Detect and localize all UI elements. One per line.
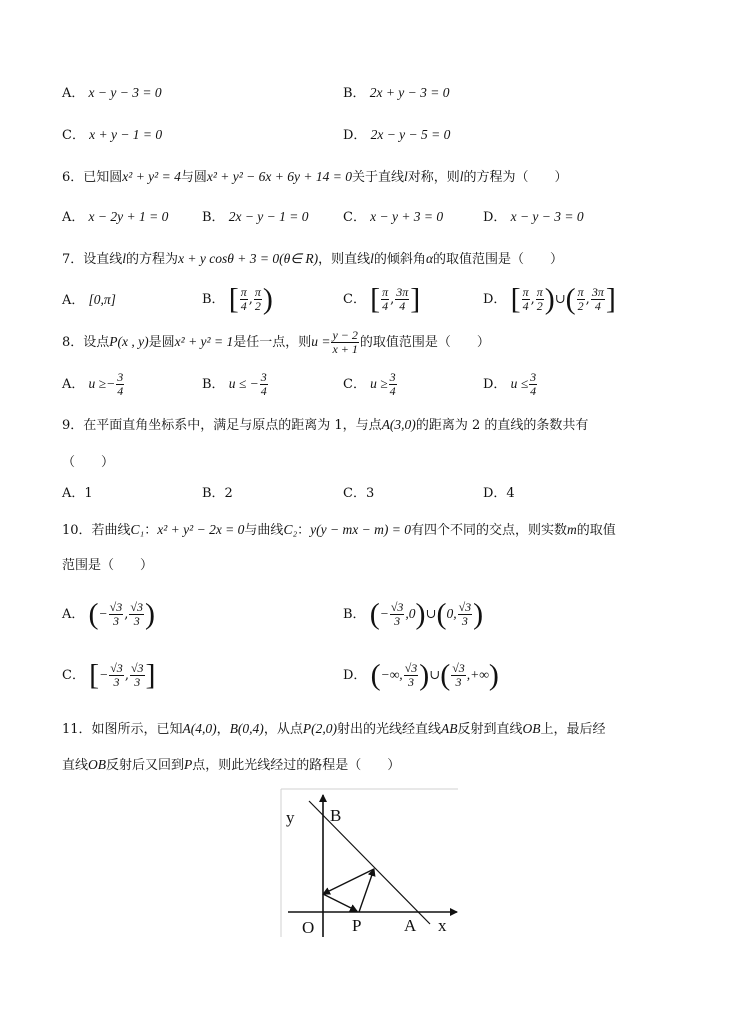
math-expression: ,+∞ [466,667,489,682]
q5-option-b [343,84,450,103]
numerator: 3 [389,370,396,384]
union-symbol: ∪ [425,607,437,622]
bracket: ( [436,597,447,631]
option-expression: 2x − y − 5 = 0 [370,127,451,142]
bracket: ) [544,282,555,316]
option-expression: [0,π] [88,292,116,307]
option-label: B． [202,292,225,307]
numerator: y − 2 [332,328,358,342]
math-expression: x² + y² = 1 [174,334,234,349]
q7-option-c [343,282,420,318]
math-expression: u ≥− [88,376,116,391]
stem-text: 反射到直线 [457,722,523,737]
denominator: 3 [461,614,468,628]
numerator: 3 [117,370,124,384]
math-variable: OB [88,757,107,772]
numerator: √3 [110,661,123,675]
numerator: π [240,285,247,299]
option-label: B． [202,377,225,392]
denominator: 3 [394,614,401,628]
fraction [522,286,530,313]
math-expression: P(2,0) [302,721,337,736]
stem-text: 9．在平面直角坐标系中，满足与原点的距离为 1，与点 [62,418,382,433]
q10-option-a [62,596,155,633]
q10-option-d [343,657,499,694]
numerator: 3 [260,370,267,384]
fraction [109,601,124,628]
option-label: A． [62,377,85,392]
math-expression: x² + y² − 2x = 0 [157,522,245,537]
bracket: ( [369,597,380,631]
math-variable: l [459,169,464,184]
bracket: [ [370,282,381,316]
bracket: ) [488,658,499,692]
denominator: 4 [389,384,396,398]
option-expression: x − y + 3 = 0 [370,209,444,224]
q10-stem [62,521,616,540]
option-label: C． [62,128,85,143]
q6-option-b [202,208,309,227]
denominator: 3 [455,675,462,689]
stem-text: 的方程为（ ） [463,170,568,185]
q7-option-d [483,282,616,318]
q7-option-a [62,291,116,310]
stem-text: 射出的光线经直线 [336,722,441,737]
numerator: 3 [530,370,537,384]
option-label: D． [343,668,367,683]
option-label: D． [483,292,507,307]
label-y: y [286,808,295,827]
bracket: ) [262,282,273,316]
math-expression: u = [311,334,331,349]
denominator: 4 [260,384,267,398]
fraction [536,286,544,313]
math-expression: u ≥ [370,376,388,391]
math-expression: u ≤ − [228,376,259,391]
option-expression: 2x − y − 1 = 0 [228,209,309,224]
denominator: 3 [134,675,141,689]
stem-text: 11．如图所示，已知 [62,722,183,737]
bracket: ) [473,597,484,631]
comma: , [530,292,535,307]
numerator: π [254,285,261,299]
label-x: x [438,916,447,935]
stem-text: 直线 [62,758,89,773]
stem-text: 的取值 [576,523,616,538]
stem-text: 6．已知圆 [62,170,123,185]
math-variable: C₂ [283,522,298,537]
bracket: ( [88,597,99,631]
denominator: 4 [382,299,389,313]
q7-option-b [202,282,273,318]
fraction [390,601,405,628]
option-label: C． [343,210,366,225]
comma: , [124,668,129,683]
option-expression: x + y − 1 = 0 [89,127,163,142]
denominator: 3 [133,614,140,628]
comma: , [390,292,395,307]
q10-option-c [62,657,156,694]
denominator: 4 [117,384,124,398]
comma: , [248,292,253,307]
bracket: ) [419,658,430,692]
math-expression: B(0,4) [229,721,264,736]
math-expression: y(y − mx − m) = 0 [310,522,411,537]
stem-text: 的倾斜角 [373,252,426,267]
q8-option-a [62,366,125,403]
denominator: x + 1 [332,342,358,356]
numerator: 3π [396,285,409,299]
denominator: 2 [536,299,543,313]
math-expression: A(4,0) [182,721,217,736]
stem-text: 10．若曲线 [62,523,131,538]
bracket: [ [510,282,521,316]
math-expression: P(x , y) [109,334,149,349]
option-expression: 2x + y − 3 = 0 [369,85,450,100]
denominator: 4 [399,299,406,313]
stem-text: 对称，则 [407,170,460,185]
label-b: B [330,806,342,825]
stem-text: 的取值范围是（ ） [359,335,490,350]
math-expression: −∞, [380,667,403,682]
minus-sign: − [98,606,108,621]
math-variable: OB [522,721,541,736]
math-expression: A(3,0) [381,417,416,432]
fraction [109,662,124,689]
math-expression: ,0 [405,606,416,621]
q9-option-d: D．4 [483,486,515,501]
numerator: π [382,285,389,299]
q11-stem [62,720,606,739]
math-expression: x² + y² = 4 [122,169,181,184]
math-expression: u ≤ [510,376,529,391]
math-variable: α [425,251,434,266]
bracket: [ [89,658,100,692]
q5-option-a [62,84,162,103]
stem-text: 的取值范围是（ ） [433,252,564,267]
numerator: √3 [458,600,472,614]
stem-text: 是任一点，则 [233,335,312,350]
option-label: C． [62,668,85,683]
q8-option-d [483,366,538,403]
numerator: √3 [130,600,143,614]
numerator: 3π [591,285,604,299]
comma: , [124,607,129,622]
numerator: π [577,285,584,299]
bracket: ( [440,658,451,692]
bracket: ( [370,658,381,692]
math-variable: P [184,757,193,772]
fraction [529,371,537,398]
option-label: B． [343,86,366,101]
denominator: 4 [240,299,247,313]
denominator: 4 [594,299,601,313]
q10-stem-line2: 范围是（ ） [62,558,154,573]
option-label: A． [62,607,85,622]
union-symbol: ∪ [429,668,441,683]
stem-text: ，则直线 [318,252,371,267]
fraction [591,286,605,313]
stem-text: ： [297,523,311,538]
fraction [381,286,389,313]
q6-stem [62,168,568,187]
denominator: 2 [577,299,584,313]
q9-option-c: C．3 [343,486,375,501]
q7-stem [62,250,563,269]
math-expression: x + y cosθ + 3 = 0(θ∈ R) [178,251,319,266]
stem-text: 是圆 [148,335,175,350]
math-variable: C₁ [130,522,145,537]
q11-stem-line2 [62,756,400,775]
stem-text: 有四个不同的交点，则实数 [410,523,567,538]
fraction [458,601,473,628]
stem-text: 上，最后经 [540,722,606,737]
option-label: A． [62,210,85,225]
q5-option-d [343,126,450,145]
denominator: 3 [112,614,119,628]
q9-option-b: B．2 [202,486,233,501]
union-symbol: ∪ [554,292,566,307]
fraction [404,662,419,689]
q8-stem [62,324,490,361]
option-label: D． [483,377,507,392]
fraction [331,329,358,356]
light-ray-ob-to-p [323,894,357,911]
math-variable: l [370,251,374,266]
option-expression: x − y − 3 = 0 [88,85,162,100]
fraction [240,286,248,313]
minus-sign: − [99,667,109,682]
math-variable: l [122,251,127,266]
label-p: P [352,916,362,935]
option-expression: x − 2y + 1 = 0 [88,209,169,224]
fraction [260,371,268,398]
option-label: A． [62,293,85,308]
q6-option-c [343,208,443,227]
q9-answer-paren: （ ） [62,455,115,470]
bracket: ) [144,597,155,631]
option-label: B． [343,607,366,622]
stem-text: 的距离为 2 的直线的条数共有 [415,418,589,433]
q6-option-a [62,208,168,227]
math-variable: AB [440,721,458,736]
option-label: C． [343,377,366,392]
numerator: √3 [404,661,418,675]
numerator: √3 [130,661,144,675]
stem-text: ， [216,722,230,737]
q6-option-d [483,208,584,227]
denominator: 2 [254,299,261,313]
fraction [389,371,397,398]
stem-text: 反射后又回到 [106,758,185,773]
line-ab [309,801,430,924]
numerator: √3 [390,600,404,614]
numerator: √3 [452,661,465,675]
minus-sign: − [379,606,389,621]
bracket: ] [145,658,156,692]
numerator: π [536,285,543,299]
fraction [451,662,466,689]
math-expression: 0, [446,606,457,621]
bracket: ] [605,282,616,316]
reflection-figure [272,787,467,939]
q8-option-c [343,366,398,403]
q9-option-a: A．1 [62,486,93,501]
q8-option-b [202,366,269,403]
fraction [130,662,145,689]
numerator: √3 [109,600,123,614]
denominator: 3 [113,675,120,689]
math-variable: m [566,522,577,537]
denominator: 4 [522,299,529,313]
fraction [129,601,144,628]
bracket: ) [415,597,426,631]
denominator: 4 [530,384,537,398]
option-label: C． [343,292,366,307]
stem-text: 与曲线 [244,523,284,538]
q5-option-c [62,126,162,145]
fraction [254,286,262,313]
stem-text: 8．设点 [62,335,110,350]
stem-text: 的方程为 [126,252,179,267]
stem-text: 关于直线 [351,170,404,185]
stem-text: 点，则此光线经过的路程是（ ） [192,758,401,773]
stem-text: ，从点 [263,722,303,737]
math-variable: l [404,169,408,184]
numerator: π [522,285,529,299]
option-label: D． [483,210,507,225]
q10-option-b [343,596,483,633]
math-expression: x² + y² − 6x + 6y + 14 = 0 [206,169,352,184]
option-label: A． [62,86,85,101]
bracket: ( [565,282,576,316]
fraction [395,286,409,313]
option-expression: x − y − 3 = 0 [510,209,584,224]
stem-text: 7．设直线 [62,252,123,267]
option-label: D． [343,128,367,143]
comma: , [585,292,590,307]
stem-text: ： [144,523,158,538]
fraction [577,286,585,313]
label-a: A [404,916,417,935]
label-o: O [302,918,315,937]
bracket: ] [410,282,421,316]
fraction [116,371,124,398]
denominator: 3 [407,675,414,689]
option-label: B． [202,210,225,225]
bracket: [ [228,282,239,316]
q9-stem [62,416,588,435]
stem-text: 与圆 [180,170,207,185]
